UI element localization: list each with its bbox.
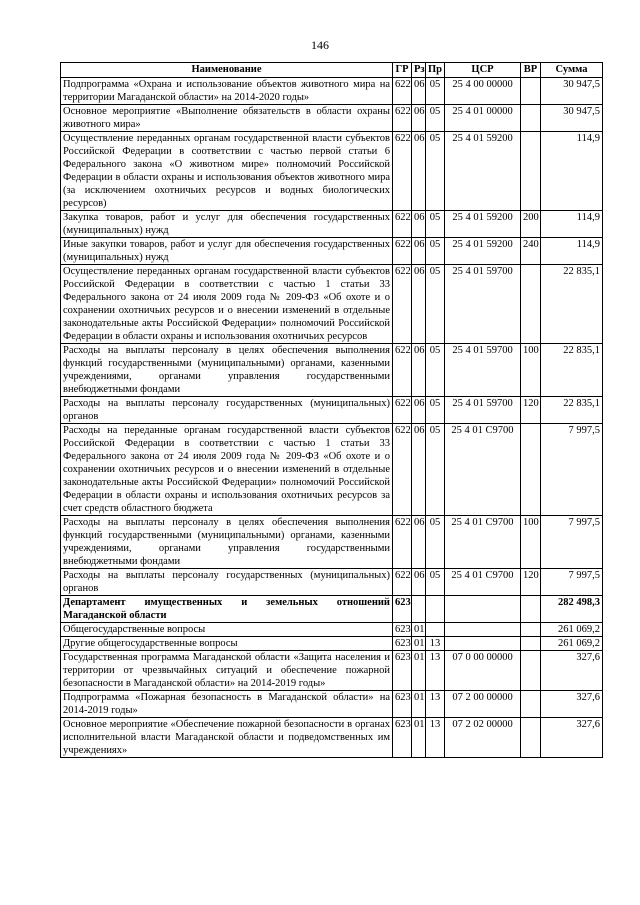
cell-gr: 622 xyxy=(393,569,412,596)
cell-sum: 261 069,2 xyxy=(541,637,603,651)
cell-name: Осуществление переданных органам государственной власти субъектов Российской Федерации в соответствии с частью 1 статьи 33 Федерального закона от 24 июля 2009 года № 209-ФЗ «Об охоте и о сохранении охотничьих ресурсов и о внесении изменений в отдельные законодательные акты Российской Федерации» полномочий Российской Федерации в области охраны и использования охотничьих ресурсов xyxy=(61,265,393,344)
cell-name: Основное мероприятие «Выполнение обязательств в области охраны животного мира» xyxy=(61,105,393,132)
cell-sum: 22 835,1 xyxy=(541,397,603,424)
cell-sum: 7 997,5 xyxy=(541,569,603,596)
cell-name: Расходы на выплаты персоналу государственных (муниципальных) органов xyxy=(61,397,393,424)
table-row xyxy=(61,424,603,516)
col-header-gr: ГР xyxy=(393,63,412,78)
cell-csr: 25 4 01 59200 xyxy=(445,211,521,238)
cell-name: Иные закупки товаров, работ и услуг для обеспечения государственных (муниципальных) нужд xyxy=(61,238,393,265)
cell-csr: 07 2 02 00000 xyxy=(445,718,521,758)
cell-pr: 05 xyxy=(426,78,445,105)
col-header-pr: Пр xyxy=(426,63,445,78)
cell-csr xyxy=(445,637,521,651)
cell-sum: 327,6 xyxy=(541,691,603,718)
cell-pr xyxy=(426,623,445,637)
col-header-sum: Сумма xyxy=(541,63,603,78)
cell-csr: 25 4 01 59700 xyxy=(445,344,521,397)
cell-vr: 120 xyxy=(521,397,541,424)
table-row xyxy=(61,516,603,569)
cell-pr: 05 xyxy=(426,344,445,397)
table-row xyxy=(61,344,603,397)
cell-gr: 623 xyxy=(393,691,412,718)
cell-pr: 05 xyxy=(426,265,445,344)
col-header-name: Наименование xyxy=(61,63,393,78)
cell-vr xyxy=(521,596,541,623)
cell-vr xyxy=(521,132,541,211)
cell-csr: 25 4 01 59200 xyxy=(445,132,521,211)
cell-pr: 05 xyxy=(426,569,445,596)
table-row xyxy=(61,569,603,596)
cell-rz: 06 xyxy=(412,424,426,516)
cell-pr: 05 xyxy=(426,238,445,265)
table-row xyxy=(61,105,603,132)
table-header-row xyxy=(61,63,603,78)
cell-rz: 06 xyxy=(412,569,426,596)
cell-sum: 7 997,5 xyxy=(541,424,603,516)
table-row xyxy=(61,691,603,718)
cell-vr xyxy=(521,265,541,344)
cell-pr: 05 xyxy=(426,132,445,211)
cell-vr: 100 xyxy=(521,344,541,397)
cell-rz: 06 xyxy=(412,78,426,105)
table-row xyxy=(61,623,603,637)
cell-pr: 05 xyxy=(426,105,445,132)
cell-rz: 06 xyxy=(412,238,426,265)
cell-pr: 13 xyxy=(426,637,445,651)
table-row xyxy=(61,132,603,211)
cell-rz: 01 xyxy=(412,718,426,758)
cell-rz: 01 xyxy=(412,691,426,718)
cell-csr xyxy=(445,623,521,637)
cell-vr xyxy=(521,651,541,691)
cell-name: Подпрограмма «Охрана и использование объектов животного мира на территории Магаданской области» на 2014-2020 годы» xyxy=(61,78,393,105)
col-header-csr: ЦСР xyxy=(445,63,521,78)
cell-vr xyxy=(521,637,541,651)
cell-csr: 07 0 00 00000 xyxy=(445,651,521,691)
cell-rz: 06 xyxy=(412,265,426,344)
cell-vr xyxy=(521,691,541,718)
cell-sum: 282 498,3 xyxy=(541,596,603,623)
cell-gr: 622 xyxy=(393,265,412,344)
cell-name: Государственная программа Магаданской области «Защита населения и территории от чрезвычайных ситуаций и обеспечение пожарной безопасности в Магаданской области» на 2014-2019 годы» xyxy=(61,651,393,691)
cell-sum: 22 835,1 xyxy=(541,265,603,344)
cell-sum: 327,6 xyxy=(541,718,603,758)
cell-vr xyxy=(521,105,541,132)
cell-rz: 06 xyxy=(412,516,426,569)
cell-rz: 01 xyxy=(412,623,426,637)
cell-pr: 13 xyxy=(426,718,445,758)
cell-gr: 622 xyxy=(393,516,412,569)
cell-vr: 240 xyxy=(521,238,541,265)
cell-sum: 30 947,5 xyxy=(541,78,603,105)
table-row xyxy=(61,637,603,651)
cell-name: Подпрограмма «Пожарная безопасность в Магаданской области» на 2014-2019 годы» xyxy=(61,691,393,718)
cell-name: Расходы на выплаты персоналу в целях обеспечения выполнения функций государственными (муниципальными) органами, казенными учреждениями, органами управления государственными внебюджетными фондами xyxy=(61,344,393,397)
cell-pr: 05 xyxy=(426,516,445,569)
cell-name: Расходы на выплаты персоналу в целях обеспечения выполнения функций государственными (муниципальными) органами, казенными учреждениями, органами управления государственными внебюджетными фондами xyxy=(61,516,393,569)
cell-csr: 25 4 01 С9700 xyxy=(445,569,521,596)
cell-csr: 25 4 01 00000 xyxy=(445,105,521,132)
cell-rz: 06 xyxy=(412,211,426,238)
table-row xyxy=(61,651,603,691)
cell-pr: 05 xyxy=(426,424,445,516)
cell-rz: 06 xyxy=(412,105,426,132)
cell-rz: 06 xyxy=(412,397,426,424)
cell-gr: 622 xyxy=(393,397,412,424)
cell-name: Расходы на выплаты персоналу государственных (муниципальных) органов xyxy=(61,569,393,596)
col-header-vr: ВР xyxy=(521,63,541,78)
cell-sum: 327,6 xyxy=(541,651,603,691)
cell-csr: 07 2 00 00000 xyxy=(445,691,521,718)
cell-vr xyxy=(521,623,541,637)
cell-rz xyxy=(412,596,426,623)
cell-gr: 623 xyxy=(393,623,412,637)
cell-rz: 01 xyxy=(412,651,426,691)
cell-pr: 05 xyxy=(426,211,445,238)
cell-gr: 623 xyxy=(393,637,412,651)
table-row xyxy=(61,397,603,424)
cell-vr: 100 xyxy=(521,516,541,569)
cell-name: Закупка товаров, работ и услуг для обеспечения государственных (муниципальных) нужд xyxy=(61,211,393,238)
table-row xyxy=(61,238,603,265)
cell-rz: 01 xyxy=(412,637,426,651)
cell-gr: 623 xyxy=(393,596,412,623)
cell-gr: 622 xyxy=(393,238,412,265)
cell-pr: 05 xyxy=(426,397,445,424)
cell-pr: 13 xyxy=(426,651,445,691)
table-row xyxy=(61,596,603,623)
cell-csr: 25 4 01 59700 xyxy=(445,397,521,424)
cell-sum: 7 997,5 xyxy=(541,516,603,569)
budget-table xyxy=(60,62,603,758)
cell-sum: 22 835,1 xyxy=(541,344,603,397)
cell-csr xyxy=(445,596,521,623)
cell-gr: 622 xyxy=(393,78,412,105)
cell-pr: 13 xyxy=(426,691,445,718)
cell-name: Общегосударственные вопросы xyxy=(61,623,393,637)
cell-pr xyxy=(426,596,445,623)
cell-csr: 25 4 01 59200 xyxy=(445,238,521,265)
cell-vr xyxy=(521,424,541,516)
cell-gr: 623 xyxy=(393,718,412,758)
cell-sum: 114,9 xyxy=(541,132,603,211)
table-row xyxy=(61,78,603,105)
cell-csr: 25 4 01 59700 xyxy=(445,265,521,344)
cell-gr: 622 xyxy=(393,344,412,397)
table-row xyxy=(61,718,603,758)
cell-gr: 622 xyxy=(393,132,412,211)
cell-vr: 200 xyxy=(521,211,541,238)
cell-sum: 261 069,2 xyxy=(541,623,603,637)
cell-csr: 25 4 01 С9700 xyxy=(445,424,521,516)
cell-gr: 623 xyxy=(393,651,412,691)
cell-name: Другие общегосударственные вопросы xyxy=(61,637,393,651)
cell-gr: 622 xyxy=(393,211,412,238)
cell-gr: 622 xyxy=(393,105,412,132)
cell-sum: 114,9 xyxy=(541,238,603,265)
cell-sum: 30 947,5 xyxy=(541,105,603,132)
cell-vr: 120 xyxy=(521,569,541,596)
cell-sum: 114,9 xyxy=(541,211,603,238)
table-row xyxy=(61,211,603,238)
cell-rz: 06 xyxy=(412,344,426,397)
cell-vr xyxy=(521,718,541,758)
cell-gr: 622 xyxy=(393,424,412,516)
cell-csr: 25 4 01 С9700 xyxy=(445,516,521,569)
cell-name: Основное мероприятие «Обеспечение пожарной безопасности в органах исполнительной власти Магаданской области и подведомственных им учреждениях» xyxy=(61,718,393,758)
cell-name: Департамент имущественных и земельных отношений Магаданской области xyxy=(61,596,393,623)
cell-csr: 25 4 00 00000 xyxy=(445,78,521,105)
page-number: 146 xyxy=(311,38,329,52)
cell-name: Осуществление переданных органам государственной власти субъектов Российской Федерации в соответствии с частью первой статьи 6 Федерального закона «О животном мире» полномочий Российской Федерации в области охраны и использования объектов животного мира (за исключением охотничьих ресурсов и водных биологических ресурсов) xyxy=(61,132,393,211)
cell-rz: 06 xyxy=(412,132,426,211)
cell-vr xyxy=(521,78,541,105)
cell-name: Расходы на переданные органам государственной власти субъектов Российской Федерации в соответствии с частью 1 статьи 33 Федерального закона от 24 июля 2009 года № 209-ФЗ «Об охоте и о сохранении охотничьих ресурсов и о внесении изменений в отдельные законодательные акты Российской Федерации» полномочий Российской Федерации в области охраны и использования охотничьих ресурсов за счет средств областного бюджета xyxy=(61,424,393,516)
table-row xyxy=(61,265,603,344)
col-header-rz: Рз xyxy=(412,63,426,78)
